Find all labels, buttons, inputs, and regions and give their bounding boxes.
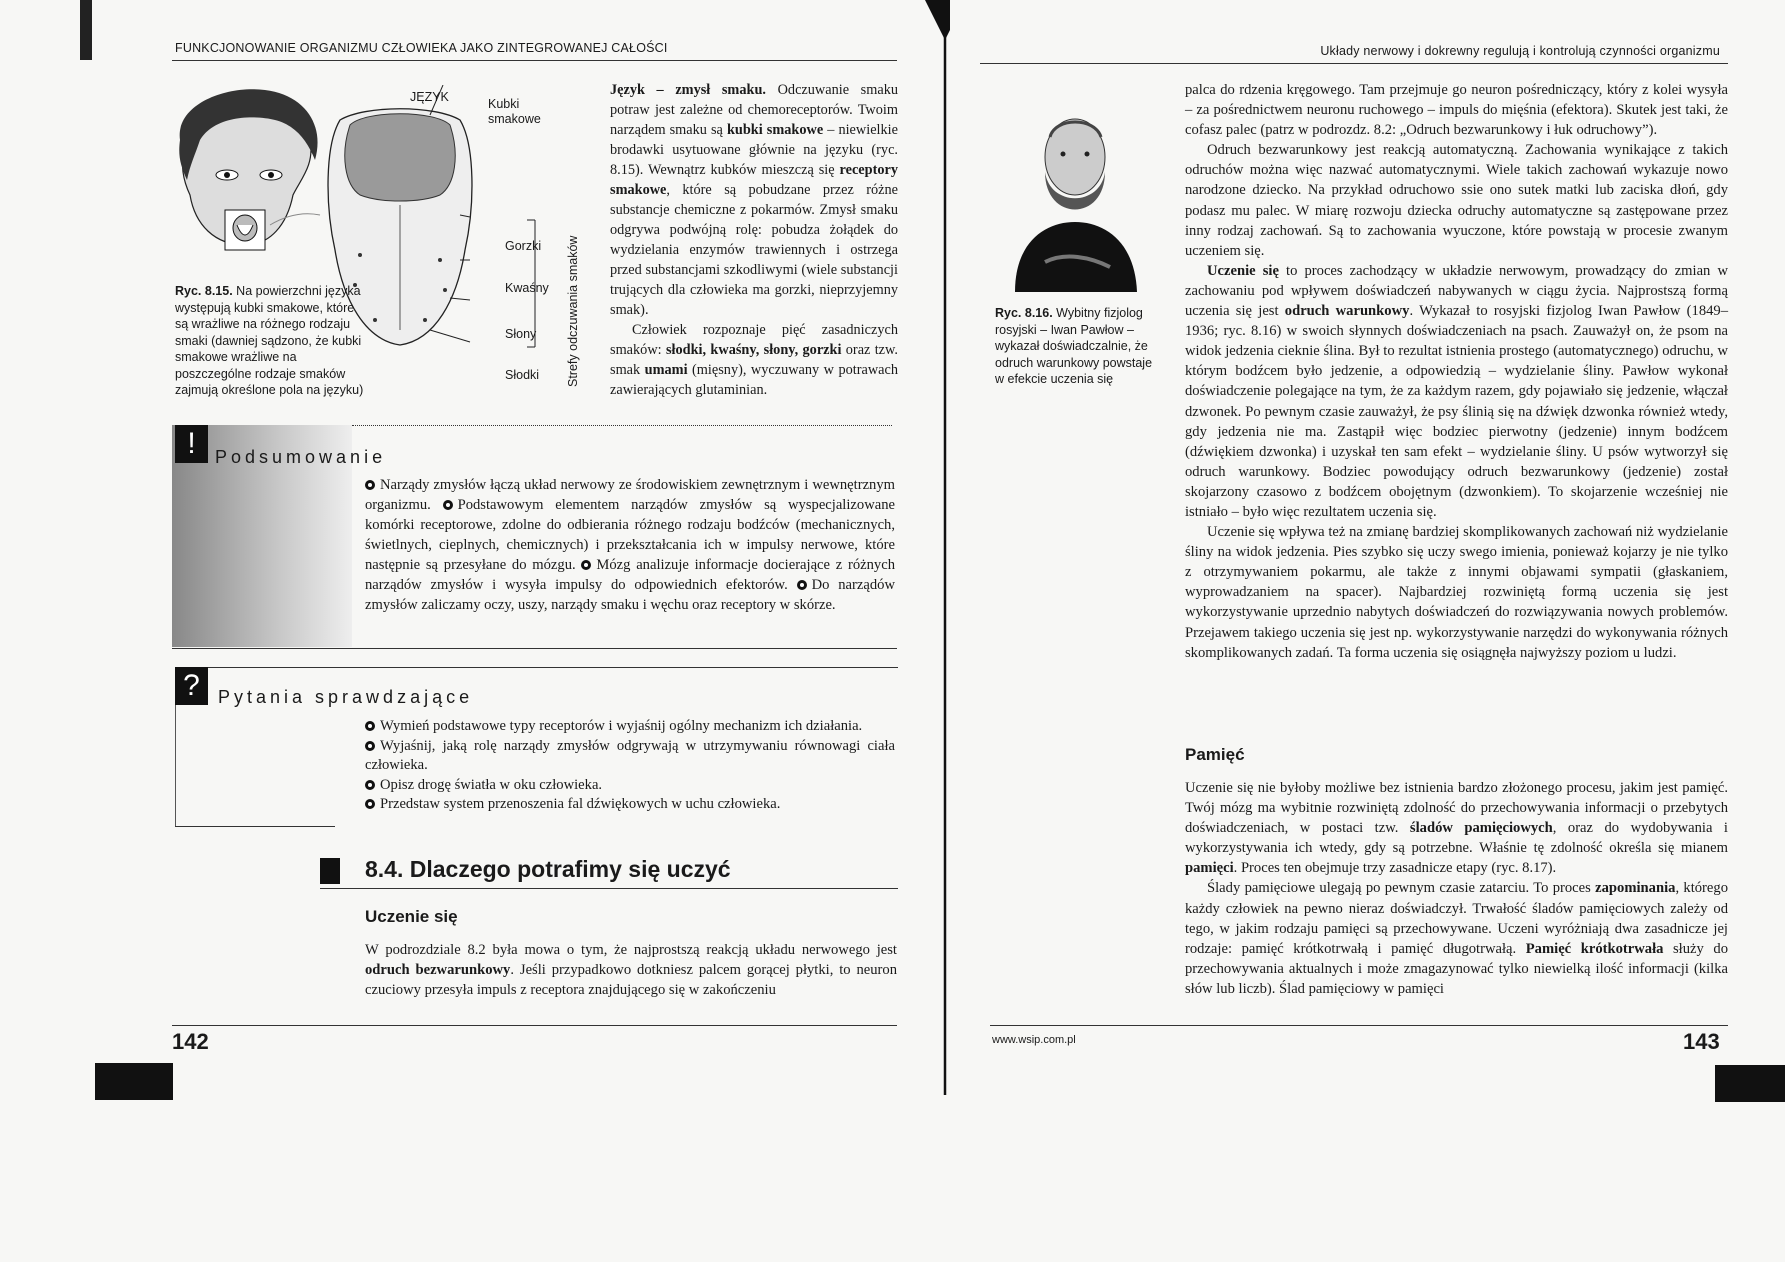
label-zone-salty: Słony: [505, 327, 537, 341]
bullet-icon: [365, 741, 375, 751]
caption-8-15: [175, 283, 365, 399]
label-taste-buds: Kubki smakowe: [488, 97, 541, 126]
label-zones-axis: Strefy odczuwania smaków: [566, 235, 580, 387]
header-rule: [172, 60, 897, 61]
text-span: Ślady pamięciowe ulegają po pewnym czasie zatarciu. To proces: [1207, 880, 1596, 897]
summary-item: Podstawowym elementem narządów zmysłów są wyspecjalizowane komórki receptorowe, zdolne do odbierania różnego rodzaju bodźców (mechanicznych, świetlnych, cieplnych, chemicznych) i przekształcania ich w impulsy nerwowe, które następnie są przesyłane do mózgu.: [365, 497, 895, 573]
term-umami: umami: [644, 362, 688, 378]
bullet-icon: [365, 721, 375, 731]
term-taste-receptors: receptory smakowe: [610, 162, 898, 198]
running-header-right: Układy nerwowy i dokrewny regulują i kontrolują czynności organizmu: [1320, 44, 1720, 58]
label-zone-sour: Kwaśny: [505, 281, 549, 295]
term-conditioned-reflex: odruch warunkowy: [1284, 303, 1410, 320]
memory-text: [1185, 778, 1728, 999]
binding-edge-left: [80, 0, 92, 60]
term-basic-tastes: słodki, kwaśny, słony, gorzki: [665, 342, 842, 358]
paragraph: palca do rdzenia kręgowego. Tam przejmuje go neuron pośredniczący, który z kolei wysyła – za pośrednictwem neuronu ruchowego – impuls do mięśnia (efektora). Skutek jest taki, że cofasz palec (patrz w podrozdz. 8.2: „Odruch bezwarunkowy i łuk odruchowy”).: [1185, 82, 1728, 139]
section-title: 8.4. Dlaczego potrafimy się uczyć: [365, 856, 731, 882]
questions-title: Pytania sprawdzające: [218, 687, 474, 707]
summary-icon: !: [175, 425, 208, 463]
question-item: Wymień podstawowe typy receptorów i wyjaśnij ogólny mechanizm ich działania.: [380, 718, 863, 734]
header-rule: [980, 63, 1728, 64]
summary-bottom-rule: [172, 648, 897, 649]
question-item: Wyjaśnij, jaką rolę narządy zmysłów odgrywają w utrzymywaniu równowagi ciała człowieka.: [365, 737, 895, 773]
page-number-right: 143: [1683, 1029, 1720, 1054]
text-span: , którego każdy człowiek na pewno nieraz doświadczył. Trwałość śladów pamięciowych zależy od tego, w jakim rodzaju pamięci są przechowywane. Uczeni wyróżniają dwa zasadnicze jej rodzaje: pamięć krótkotrwałą i pamięć długotrwałą.: [1185, 880, 1728, 957]
learning-intro-text: [365, 940, 897, 1000]
label-zone-sweet: Słodki: [505, 368, 540, 382]
text-span: (mięsny), wyczuwany w potrawach zawierających glutaminian.: [610, 362, 898, 398]
label-zone-bitter: Gorzki: [505, 239, 542, 253]
term-taste: Język – zmysł smaku.: [610, 82, 766, 98]
term-memory-traces: śladów pamięciowych: [1409, 820, 1553, 837]
corner-tab-right: [1715, 1065, 1785, 1102]
right-page: [950, 0, 1785, 1262]
text-span: W podrozdziale 8.2 była mowa o tym, że najprostszą reakcją układu nerwowego jest: [365, 942, 897, 958]
footer-rule: [172, 1025, 897, 1026]
running-header-left: FUNKCJONOWANIE ORGANIZMU CZŁOWIEKA JAKO ZINTEGROWANEJ CAŁOŚCI: [175, 41, 668, 55]
text-span: Odczuwanie smaku potraw jest zależne od chemoreceptorów. Twoim narządem smaku są: [610, 82, 898, 138]
summary-title: Podsumowanie: [215, 447, 387, 467]
bullet-icon: [581, 560, 591, 570]
pavlov-portrait: [1005, 92, 1145, 292]
section-marker: [320, 858, 340, 884]
text-span: . Jeśli przypadkowo dotkniesz palcem gorącej płytki, to neuron czuciowy przesyła impuls z receptora znajdującego się w zakończeniu: [365, 962, 897, 998]
subsection-title: Uczenie się: [365, 907, 458, 926]
memory-heading: Pamięć: [1185, 745, 1245, 764]
caption-number: Ryc. 8.15.: [175, 284, 233, 298]
section-rule: [320, 888, 898, 889]
right-main-text: [1185, 80, 1728, 663]
term-learning: Uczenie się: [1207, 262, 1279, 279]
label-tongue: JĘZYK: [410, 90, 449, 104]
paragraph: Odruch bezwarunkowy jest reakcją automatyczną. Zachowania wynikające z takich odruchów można więc nazwać automatycznymi. Wiele takich zachowań wykazuje nowo narodzone dziecko. Na przykład odruchowo ssie ono sutek matki lub zaciska dłoń, gdy podasz mu palec. W miarę rozwoju dziecka odruchy automatyczne są zastępowane przez inny rodzaj zachowań. Są to zachowania wyuczone, które powstają w procesie zwanym uczeniem się.: [1185, 142, 1728, 259]
text-span: oraz tzw. smak: [610, 342, 899, 378]
summary-text: [365, 475, 895, 615]
term-short-term-memory: Pamięć krótkotrwała: [1525, 940, 1664, 957]
text-span: Człowiek rozpoznaje pięć zasadniczych smaków:: [610, 322, 898, 358]
taste-text: [610, 80, 898, 400]
question-item: Opisz drogę światła w oku człowieka.: [380, 776, 603, 793]
questions-icon: ?: [175, 667, 208, 705]
footer-url: www.wsip.com.pl: [992, 1034, 1076, 1046]
summary-item: Narządy zmysłów łączą układ nerwowy ze środowiskiem zewnętrznym i wewnętrznym organizmu.: [365, 477, 895, 513]
text-span: , oraz do wydobywania i wykorzystywania ich wtedy, gdy są potrzebne. Właśnie tę zdolność określa się mianem: [1185, 820, 1728, 857]
text-span: służy do przechowywania aktualnych i może zmagazynować tylko niewielką ilość informacji (kilka słów lub liczb). Ślad pamięciowy w pamięci: [1185, 940, 1728, 997]
bullet-icon: [443, 500, 453, 510]
term-memory: pamięci: [1185, 860, 1234, 877]
footer-rule: [990, 1025, 1728, 1026]
questions-top-rule: [208, 667, 898, 668]
caption-text: Na powierzchni języka występują kubki smakowe, które są wrażliwe na różnego rodzaju smaki (dawniej sądzono, że kubki smakowe wrażliwe na poszczególne rodzaje smaków zajmują określone pola na języku): [175, 284, 364, 397]
term-taste-buds: kubki smakowe: [726, 122, 824, 138]
page-number-left: 142: [172, 1029, 209, 1054]
question-item: Przedstaw system przenoszenia fal dźwiękowych w uchu człowieka.: [380, 796, 781, 812]
bullet-icon: [797, 580, 807, 590]
caption-text: Wybitny fizjolog rosyjski – Iwan Pawłow – wykazał doświadczalnie, że odruch warunkowy powstaje w efekcie uczenia się: [995, 306, 1153, 386]
text-span: Uczenie się nie byłoby możliwe bez istnienia bardzo złożonego procesu, jakim jest pamięć. Twój mózg ma wybitnie rozwiniętą zdolność do przechowywania informacji o przebytych doświadczeniach, w postaci tzw.: [1185, 780, 1728, 837]
text-span: to proces zachodzący w układzie nerwowym, prowadzący do zmian w zachowaniu pod wpływem doświadczeń nabywanych w ciągu życia. Najprostszą formą uczenia się jest: [1185, 262, 1728, 320]
summary-item: Mózg analizuje informacje docierające z różnych narządów zmysłów i wysyła impulsy do odpowiednich efektorów.: [365, 557, 895, 593]
term-unconditioned-reflex: odruch bezwarunkowy: [365, 962, 511, 978]
corner-tab-left: [95, 1063, 173, 1100]
text-span: . Proces ten obejmuje trzy zasadnicze etapy (ryc. 8.17).: [1233, 860, 1557, 877]
bullet-icon: [365, 780, 375, 790]
term-forgetting: zapominania: [1595, 880, 1676, 897]
caption-8-16: [995, 305, 1155, 388]
summary-item: Do narządów zmysłów zaliczamy oczy, uszy, narządy smaku i węchu oraz receptory w skórze.: [365, 577, 895, 613]
questions-list: [365, 717, 895, 815]
questions-bottom-rule: [175, 826, 335, 827]
text-span: . Wykazał to rosyjski fizjolog Iwan Pawłow (1849–1936; ryc. 8.16) w swoich słynnych doświadczeniach na psach. Zauważył on, że psom na widok jedzenia cieknie ślina. Był to rezultat istnienia prostego (automatycznego) odruchu, w którym bodźcem było jedzenie, a odpowiedzią – wydzielanie śliny. Pawłow wykonał doświadczenie polegające na tym, że za każdym razem, gdy pojawiało się jedzenie, włączał dzwonek. Po pewnym czasie zauważył, że psy ślinią się na dźwięk dzwonka również wtedy, gdy jedzenia nie ma. Zastąpił więc bodziec pierwotny (jedzenie) innym bodźcem (dźwiękiem dzwonka) i uzyskał ten sam efekt – wydzielanie śliny. U psów wytworzył się odruch warunkowy. Bodziec powodujący odruch bezwarunkowy (jedzenie) został skojarzony czasowo z bodźcem obojętnym (dzwonkiem). To skojarzenie wcześniej nie istniało – było więc rezultatem uczenia się.: [1185, 303, 1729, 520]
caption-number: Ryc. 8.16.: [995, 306, 1053, 320]
bullet-icon: [365, 799, 375, 809]
paragraph: Uczenie się wpływa też na zmianę bardziej skomplikowanych zachowań niż wydzielanie śliny na widok jedzenia. Pies szybko się uczy swego imienia, ponieważ kojarzy je nie tylko z otrzymywaniem pokarmu, ale także z innymi objawami sympatii (głaskaniem, wyprowadzaniem na spacer). Najbardziej rozwiniętą formą uczenia się jest wykorzystywanie uprzednio nabytych doświadczeń do rozwiązywania nowych problemów. Przejawem takiego uczenia się jest np. wykorzystywanie narzędzi do wykonywania różnych skomplikowanych zadań. Ta forma uczenia się osiągnęła najwyższy poziom u ludzi.: [1185, 524, 1728, 661]
questions-left-rule: [175, 705, 176, 827]
summary-top-rule: [352, 425, 892, 426]
text-span: – niewielkie brodawki usytuowane głównie na języku (ryc. 8.15). Wewnątrz kubków mieszczą się: [610, 122, 898, 178]
text-span: , które są pobudzane przez różne substancje chemiczne z pokarmów. Zmysł smaku odgrywa podwójną rolę: pobudza żołądek do wydzielania enzymów trawiennych i ostrzega przed substancjami szkodliwymi (wiele substancji trujących dla człowieka ma gorzki, nieprzyjemny smak).: [610, 182, 898, 318]
woman-face-illustration: [179, 89, 320, 250]
bullet-icon: [365, 480, 375, 490]
